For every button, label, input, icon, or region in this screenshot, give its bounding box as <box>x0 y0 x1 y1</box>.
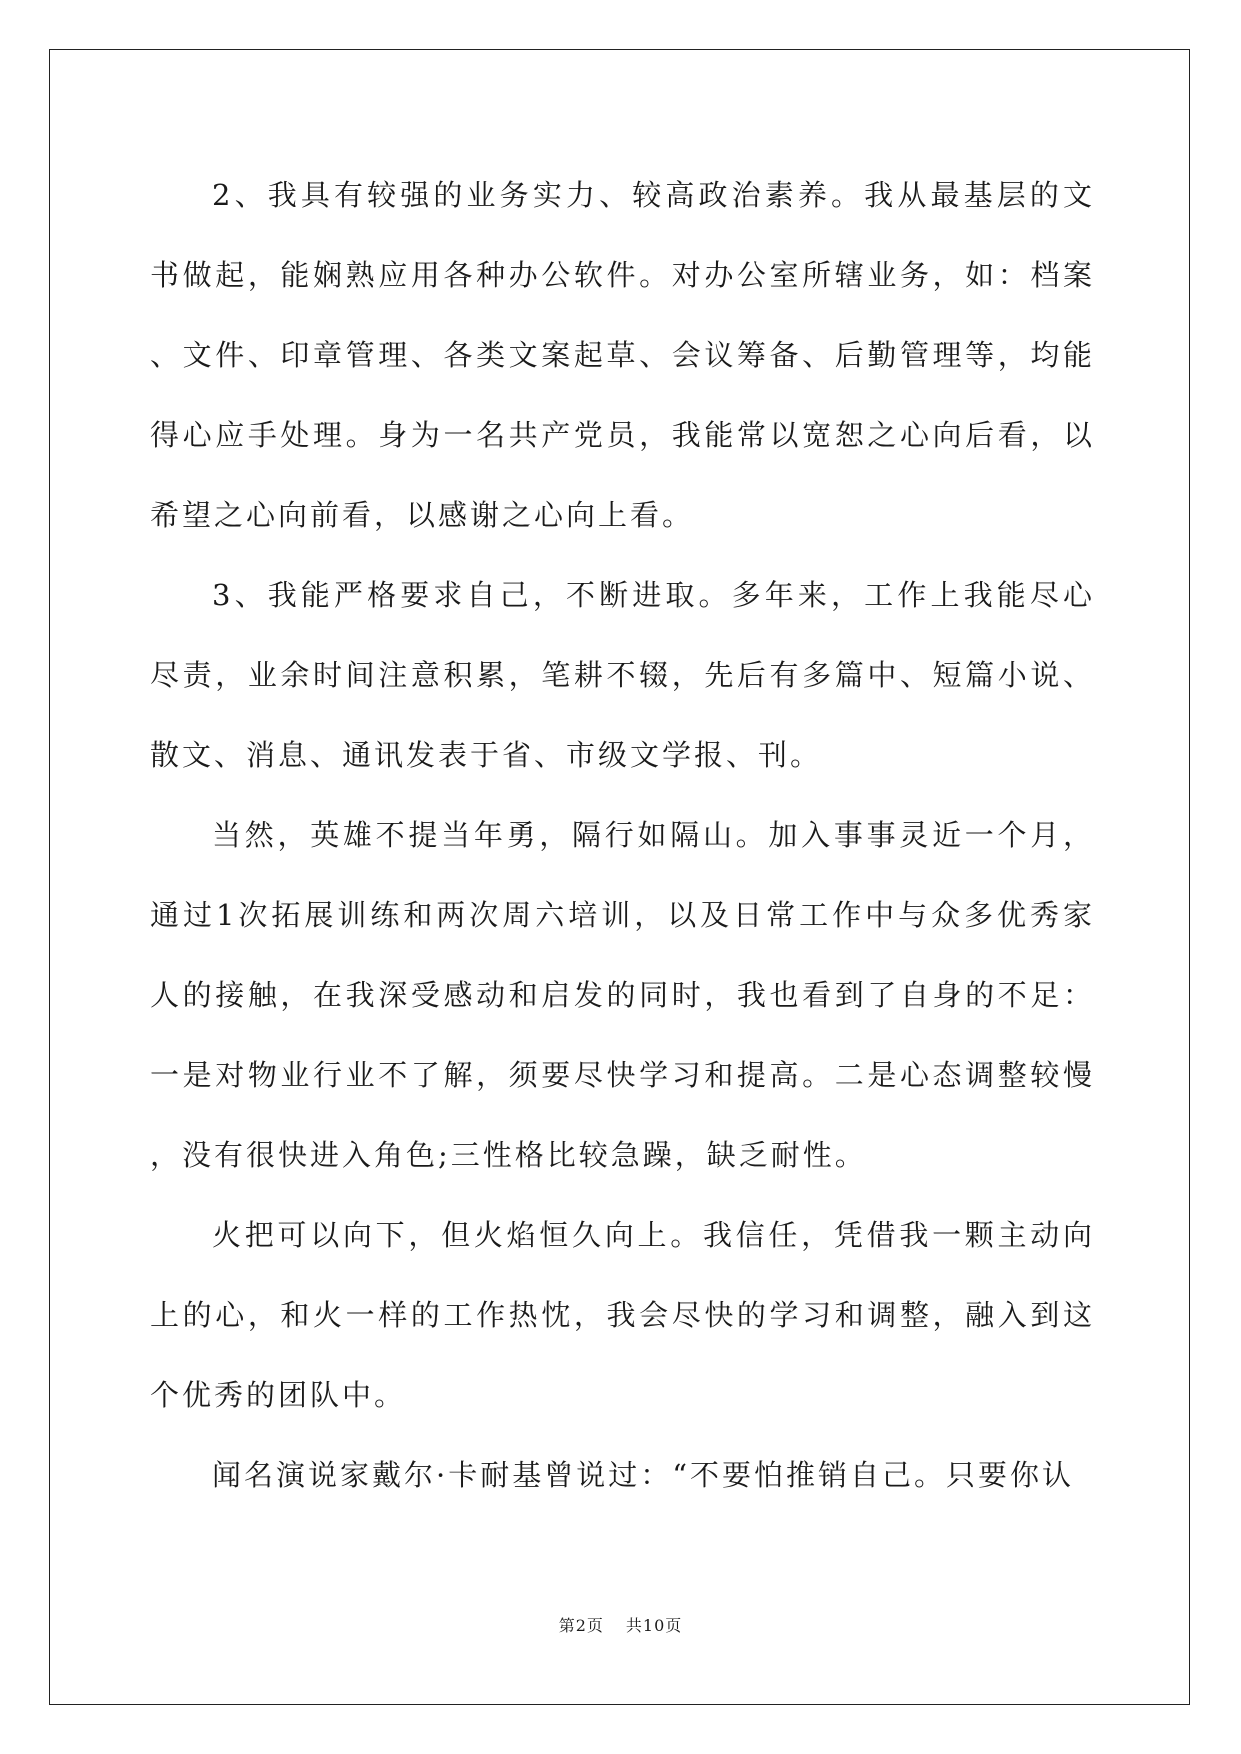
page-number: 第2页 <box>558 1616 604 1635</box>
paragraph-shortcomings: 当然，英雄不提当年勇，隔行如隔山。加入事事灵近一个月，通过1次拓展训练和两次周六培训，以及日常工作中与众多优秀家人的接触，在我深受感动和启发的同时，我也看到了自身的不足：一是对物业行业不了解，须要尽快学习和提高。二是心态调整较慢，没有很快进入角色;三性格比较急躁，缺乏耐性。 <box>150 818 1095 1172</box>
page-total: 共10页 <box>625 1616 683 1635</box>
page-footer <box>0 1613 1241 1636</box>
paragraph-torch: 火把可以向下，但火焰恒久向上。我信任，凭借我一颗主动向上的心，和火一样的工作热忱，我会尽快的学习和调整，融入到这个优秀的团队中。 <box>150 1218 1095 1412</box>
paragraph-business-ability: 2、我具有较强的业务实力、较高政治素养。我从最基层的文书做起，能娴熟应用各种办公软件。对办公室所辖业务，如：档案、文件、印章管理、各类文案起草、会议筹备、后勤管理等，均能得心应手处理。身为一名共产党员，我能常以宽恕之心向后看，以希望之心向前看，以感谢之心向上看。 <box>150 178 1095 532</box>
paragraph-self-discipline: 3、我能严格要求自己，不断进取。多年来，工作上我能尽心尽责，业余时间注意积累，笔耕不辍，先后有多篇中、短篇小说、散文、消息、通讯发表于省、市级文学报、刊。 <box>150 578 1095 772</box>
paragraph-carnegie-quote: 闻名演说家戴尔·卡耐基曾说过：“不要怕推销自己。只要你认 <box>212 1458 1075 1492</box>
document-body <box>150 155 1095 1515</box>
